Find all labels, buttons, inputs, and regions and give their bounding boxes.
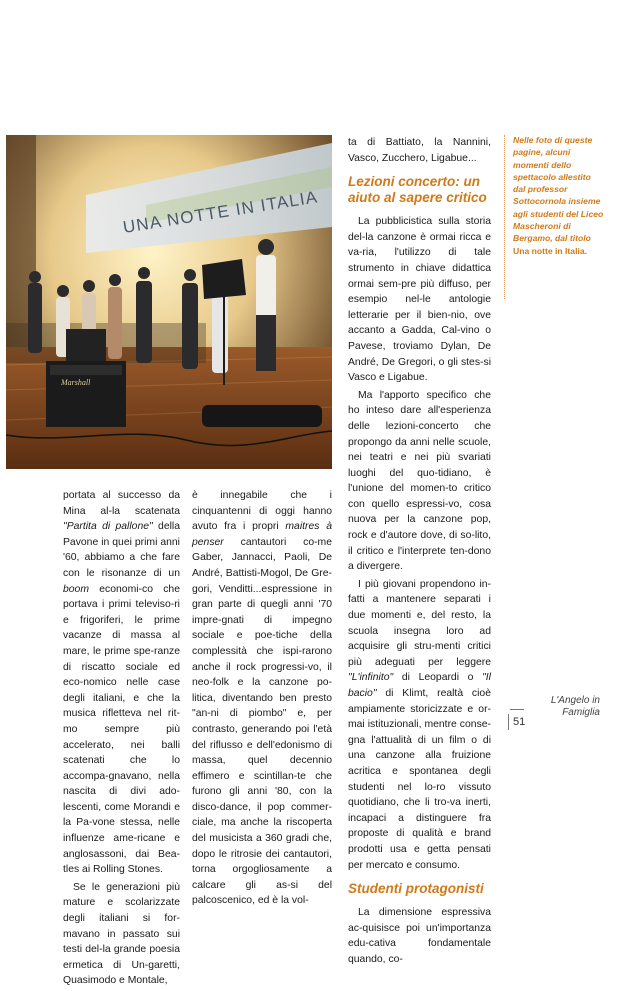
paragraph: è innegabile che i cinquantenni di oggi hanno avuto fra i propri maitres à penser cantautori co-me Gaber, Jannacci, Paoli, De André, Battisti-Mogol, De Gre-gori, Venditti...espressione in gran parte di quegli anni '70 impre-gnati di impegno sociale e poe-tiche della complessità che ispi-rarono anche il rock progressi-vo, il neo-folk e la canzone po-litica, diventando ben presto "an-ni di piombo" e, per contrasto, generando poi l'età del riflusso e dell'edonismo di massa, quel decennio effimero e scintillan-te che furono gli anni '80, con la disco-dance, il pop commer-ciale, ma anche la riscoperta del musicista a 360 gradi che, dopo le ritrosie dei cantautori, torna orgogliosamente a calcare gli as-si del palcoscenico, ed è la vol- [192,490,332,907]
stage-photo [6,135,332,469]
work-title: "Il bacio" [348,672,491,699]
paragraph: portata al successo da Mina al-la scatenata "Partita di pallone" della Pavone in quei primi anni '60, abbiamo a che fare con le risonanze di un boom economi-co che portava i primi televiso-ri e frigoriferi, le prime vacanze di massa al mare, le prime spe-ranze di riscatto sociale ed eco-nomico nelle case degli italiani, e che la musica rifletteva nel rit-mo sempre più accelerato, nei balli scatenati che lo accompa-gnavano, nella nascita di divi ado-lescenti, come Morandi e la Pa-vone stessa, nelle influenze ame-ricane e anglosassoni, dai Bea-tles ai Rolling Stones. [63,490,181,876]
paragraph: ta di Battiato, la Nannini, Vasco, Zucchero, Ligabue... [348,137,491,164]
magazine-brand: L'Angelo in Famiglia [550,695,600,718]
article-column-2 [192,488,332,911]
amp-logo: Marshall [61,378,91,387]
italic-term: maitres à penser [192,521,332,548]
paragraph: La dimensione espressiva ac-quisisce poi un'importanza edu-cativa fondamentale quando, co- [348,907,491,965]
section-heading: Lezioni concerto: un aiuto al sapere critico [348,174,487,206]
page-number: 51 [508,714,525,730]
paragraph: Ma l'apporto specifico che ho inteso dare all'esperienza delle lezioni-concerto che propongo da anni nelle scuole, nei teatri e nei più svariati luoghi del quo-tidiano, è l'unione del momen-to critico con quello espressi-vo, cosa nuova per la canzone pop, rock e d'autore dove, di so-lito, il critico e l'interprete ten-dono a divergere. [348,389,491,573]
photo-caption [513,134,605,257]
italic-term: boom [63,583,89,595]
caption-text: Nelle foto di queste pagine, alcuni momenti dello spettacolo allestito dal professor Sottocornola insieme agli studenti del Liceo Mascheroni di Bergamo, dal titolo [513,135,604,244]
paragraph: La pubblicistica sulla storia del-la canzone è ormai ricca e va-ria, l'utilizzo di tale strumento in chiave didattica ormai sem-pre più diffuso, per esempio nel-le antologie letterarie per il bien-nio, ove accanto a Gadda, Cal-vino o Pavese, troviamo Dylan, De André, De Gregori, o gli stes-si Vasco e Ligabue. [348,216,491,384]
paragraph: Se le generazioni più mature e scolarizzate degli italiani si for-mavano in passato sui testi del-la grande poesia ermetica di Un-garetti, Quasimodo e Montale, [63,881,180,987]
article-column-3 [348,135,491,970]
brand-divider [510,709,524,710]
paragraph: I più giovani propendono in-fatti a mantenere separati i due momenti e, del resto, la scuola insegna loro ad acquisire gli stru-menti critici più adeguati per leggere "L'infinito" di Leopardi o "Il bacio" di Klimt, realtà cioè ampiamente storicizzate e or-mai istituzionali, mentre conse-gna l'attualità di un film o di una canzone alla fruizione acritica e spontanea degli studenti nel lo-ro vissuto quotidiano, che li tro-va inerti, incapaci a distinguere fra proposte di qualità e brand prodotti usa e getta pensati per mercato e consumo. [348,578,491,871]
caption-show-title: Una notte in Italia. [513,245,588,256]
caption-divider [504,135,505,299]
section-heading: Studenti protagonisti [348,881,484,897]
song-title: "Partita di pallone" [63,521,153,533]
slide-title: Una notte in Italia [121,187,320,237]
article-column-1 [63,488,180,991]
work-title: "L'infinito" [348,672,394,684]
stage-photo-illustration [6,135,332,469]
